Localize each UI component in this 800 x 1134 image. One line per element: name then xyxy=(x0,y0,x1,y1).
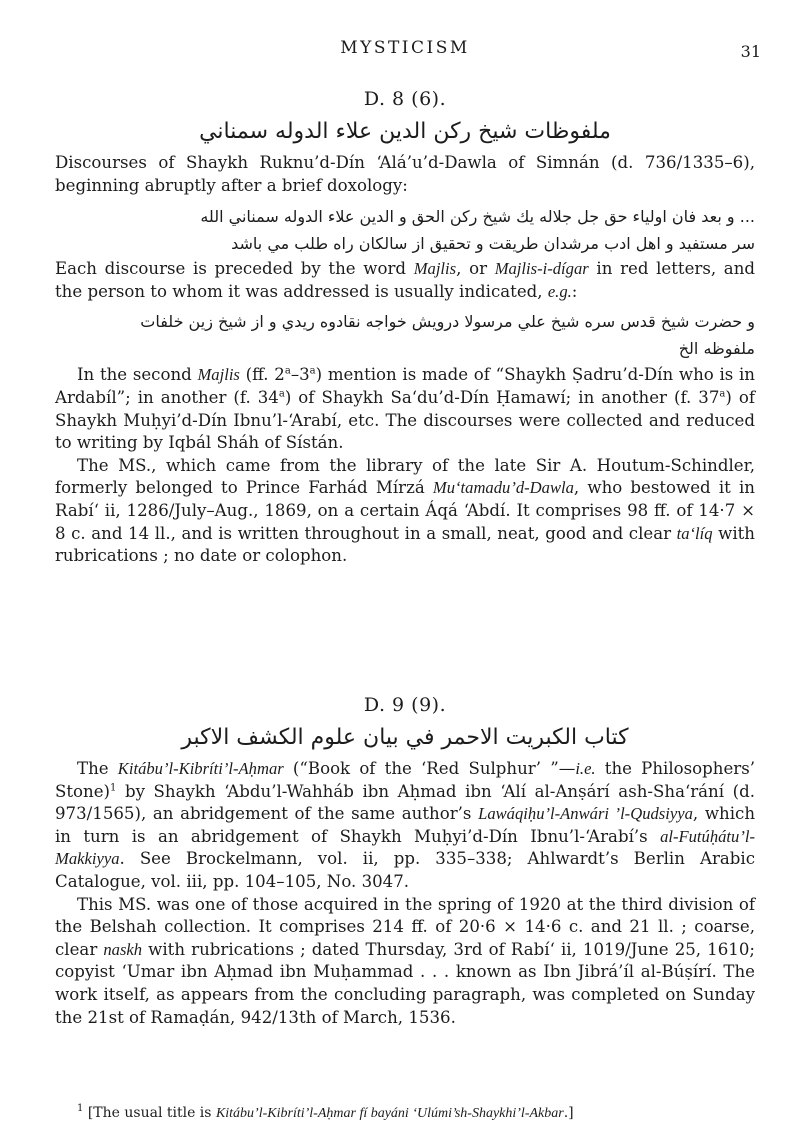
paragraph-second-majlis: In the second Majlis (ff. 2$^a$–3$^a$) mention is made of “Shaykh Ṣadru’d-Dín who is in Ardabíl”; in another (f. 34$^a$) of Shaykh Sa‘du’d-Dín Ḥamawí; in another (f. 37$^a$) of Shaykh Muḥyi’d-Dín Ibnu’l-‘Arabí, etc. The discourses were collected and reduced to writing by Iqbál Sháh of Sístán. xyxy=(55,365,755,453)
paragraph-majlis: Each discourse is preceded by the word Majlis, or Majlis-i-dígar in red letters, and the person to whom it was addressed is usually indicated, e.g.: xyxy=(55,259,756,301)
term-mutamad: Mu‘tamadu’d-Dawla xyxy=(432,478,574,498)
arabic-example-line-1: و حضرت شيخ قدس سره شيخ علي مرسولا درويش خواجه نقادوه ريدي و از شيخ زين خلفات xyxy=(140,312,755,332)
entry-heading: D. 9 (9). xyxy=(363,694,447,716)
entry-d9 xyxy=(55,694,755,1029)
footnote: $^1$ [The usual title is Kitábu’l-Kibríti’l-Aḥmar fí bayáni ‘Ulúmi’sh-Shaykhi’l-Akbar.] xyxy=(77,1103,574,1121)
arabic-title: ملفوظات شيخ ركن الدين علاء الدوله سمناني xyxy=(199,119,611,144)
paragraph-belshah: This MS. was one of those acquired in the spring of 1920 at the third division of the Belshah collection. It comprises 214 ff. of 20·6 × 14·6 c. and 21 ll. ; coarse, clear naskh with rubrications ; dated Thursday, 3rd of Rabí‘ ii, 1019/June 25, 1610; copyist ‘Umar ibn Aḥmad ibn Muḥammad . . . known as Ibn Jibrá’íl al-Búṣírí. The work itself, as appears from the concluding paragraph, was completed on Sunday the 21st of Ramaḍán, 942/13th of March, 1536. xyxy=(55,894,756,1027)
term-kitab: Kitábu’l-Kibríti’l-Aḥmar xyxy=(117,759,284,778)
footnote-marker: 1 xyxy=(110,782,117,794)
arabic-doxology xyxy=(55,203,755,257)
paragraph-kitab: The Kitábu’l-Kibríti’l-Aḥmar (“Book of the ‘Red Sulphur’ ”—i.e. the Philosophers’ Stone)$^1$ by Shaykh ‘Abdu’l-Wahháb ibn Aḥmad ibn ‘Alí al-Anṣárí ash-Sha‘rání (d. 973/1565), an abridgement of the same author’s Lawáqiḥu’l-Anwári ’l-Qudsiyya, which in turn is an abridgement of Shaykh Muḥyi’d-Dín Ibnu’l-‘Arabí’s al-Futúḥátu’l-Makkiyya. See Brockelmann, vol. ii, pp. 335–338; Ahlwardt’s Berlin Arabic Catalogue, vol. iii, pp. 104–105, No. 3047. xyxy=(55,759,756,891)
term-lawaqih: Lawáqiḥu’l-Anwári ’l-Qudsiyya xyxy=(478,804,693,824)
entry-d8 xyxy=(55,88,755,568)
arabic-title: كتاب الكبريت الاحمر في بيان علوم الكشف الاكبر xyxy=(181,725,629,750)
term-naskh: naskh xyxy=(103,939,143,959)
term-majlis: Majlis xyxy=(413,259,457,279)
term-majlis-i-digar: Majlis-i-dígar xyxy=(494,259,589,279)
term-taliq: ta‘líq xyxy=(676,523,713,543)
entry-heading: D. 8 (6). xyxy=(363,88,447,110)
entry-description: Discourses of Shaykh Ruknu’d-Dín ‘Alá’u’d-Dawla of Simnán (d. 736/1335–6), beginning abruptly after a brief doxology: xyxy=(55,153,755,195)
running-title: MYSTICISM xyxy=(340,38,470,58)
page-number: 31 xyxy=(740,42,761,61)
arabic-doxology-line-2: سر مستفيد و اهل ادب مرشدان طريقت و تحقيق از سالكان راه طلب مي باشد xyxy=(231,234,755,254)
footnote-number: 1 xyxy=(77,1103,84,1115)
running-head xyxy=(55,36,761,62)
arabic-example-line-2: ملفوظه الخ xyxy=(678,339,755,359)
term-futuhat: al-Futúḥátu’l-Makkiyya xyxy=(55,826,755,869)
book-page xyxy=(55,0,761,1134)
paragraph-manuscript: The MS., which came from the library of the late Sir A. Houtum-Schindler, formerly belonged to Prince Farhád Mírzá Mu‘tamadu’d-Dawla, who bestowed it in Rabí‘ ii, 1286/July–Aug., 1869, on a certain Áqá ‘Abdí. It comprises 98 ff. of 14·7 × 8 c. and 14 ll., and is written throughout in a small, neat, good and clear ta‘líq with rubrications ; no date or colophon. xyxy=(55,455,755,566)
footnote-title: Kitábu’l-Kibríti’l-Aḥmar fí bayáni ‘Ulúmi’sh-Shaykhi’l-Akbar xyxy=(215,1106,564,1121)
arabic-example xyxy=(55,308,755,362)
arabic-doxology-line-1: ... و بعد فان اولياء حق جل جلاله يك شيخ ركن الحق و الدين علاء الدوله سمناني الله xyxy=(200,207,755,227)
